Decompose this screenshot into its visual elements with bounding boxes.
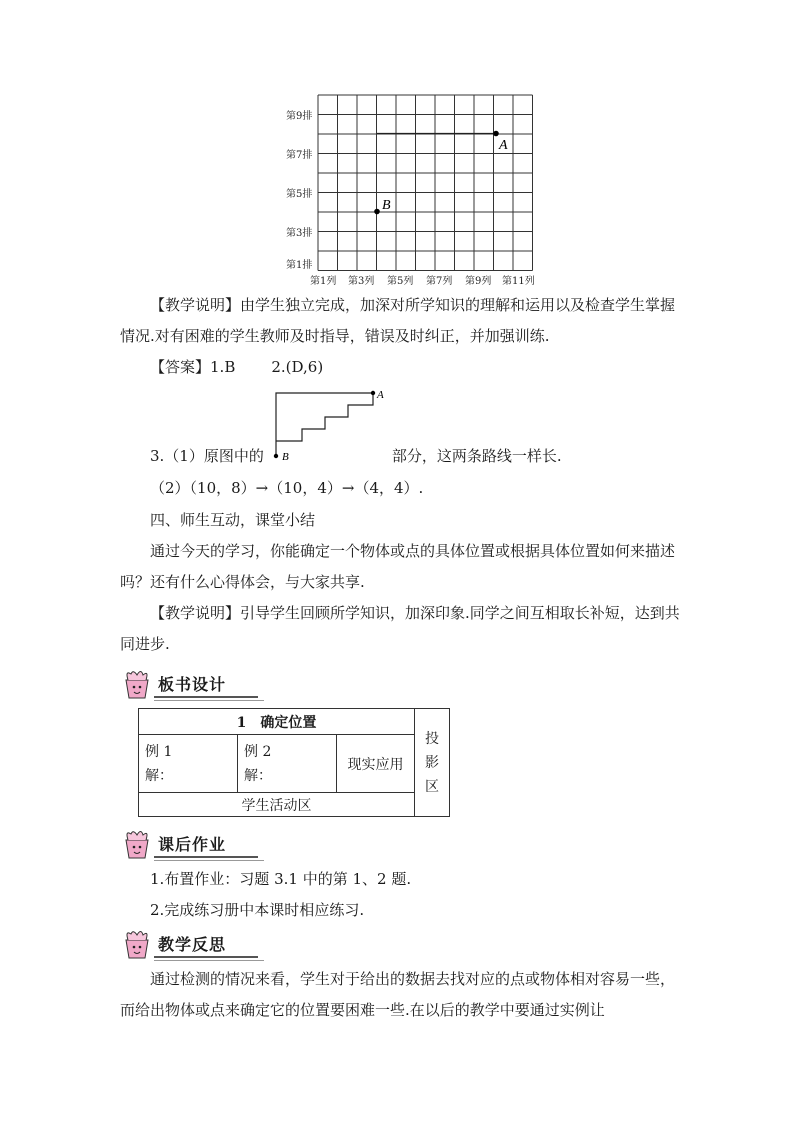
grid-col-label: 第1列 — [310, 276, 337, 287]
grid-row-label: 第5排 — [286, 189, 313, 200]
staircase-point-a — [371, 391, 375, 395]
board-heading — [118, 668, 258, 702]
answer-q3-line — [120, 441, 680, 472]
board-projection: 投影区 — [415, 709, 450, 817]
board-example-1 — [139, 735, 238, 793]
answer-q3-suffix: 部分，这两条路线一样长. — [391, 447, 562, 465]
grid-row-label: 第7排 — [286, 150, 313, 161]
answer-q3-prefix: 3.（1）原图中的 — [150, 447, 264, 465]
homework-heading-text: 课后作业 — [158, 835, 227, 854]
point-a-dot — [493, 131, 499, 137]
board-heading-text: 板书设计 — [158, 675, 227, 694]
grid-svg — [280, 90, 550, 290]
teaching-note-1: 【教学说明】由学生独立完成，加深对所学知识的理解和运用以及检查学生掌握情况.对有困难的学生教师及时指导，错误及时纠正，并加强训练. — [120, 296, 676, 345]
reflection-heading — [118, 928, 258, 962]
reflection-heading-rule — [154, 956, 258, 958]
board-heading-rule — [154, 696, 258, 698]
board-title: 1 确定位置 — [139, 709, 415, 735]
board-example-1-title: 例 1 — [145, 743, 173, 760]
grid-col-label: 第11列 — [502, 276, 535, 287]
reflection-text: 通过检测的情况来看，学生对于给出的数据去找对应的点或物体相对容易一些，而给出物体或点来确定它的位置要困难一些.在以后的教学中要通过实例让 — [120, 970, 676, 1019]
cup-mascot-icon — [118, 928, 156, 962]
cup-mascot-icon — [118, 668, 156, 702]
board-example-2-answer: 解： — [244, 767, 272, 784]
homework-item-1: 1.布置作业：习题 3.1 中的第 1、2 题. — [150, 870, 412, 888]
reflection-heading-rule-2 — [154, 960, 264, 961]
answer-line — [120, 352, 680, 383]
board-example-2 — [238, 735, 337, 793]
grid-col-label: 第5列 — [387, 276, 414, 287]
cup-mascot-icon — [118, 828, 156, 862]
point-a-label: A — [499, 138, 508, 153]
answer-q1: 1.B — [210, 358, 236, 376]
teaching-note-2: 【教学说明】引导学生回顾所学知识，加深印象.同学之间互相取长补短，达到共同进步. — [120, 604, 680, 653]
staircase-label-b: B — [282, 451, 289, 463]
summary-text: 通过今天的学习，你能确定一个物体或点的具体位置或根据具体位置如何来描述吗？还有什么心得体会，与大家共享. — [120, 542, 676, 591]
board-table — [138, 708, 450, 817]
homework-heading-rule — [154, 856, 258, 858]
point-b-dot — [374, 209, 380, 215]
staircase-label-a: A — [377, 389, 384, 401]
section4-title: 四、师生互动，课堂小结 — [150, 511, 316, 529]
grid-row-label: 第1排 — [286, 260, 313, 271]
board-student-area: 学生活动区 — [139, 793, 415, 817]
grid-col-label: 第9列 — [465, 276, 492, 287]
answer-q3-part2: （2）（10，8）→（10，4）→（4，4）. — [150, 479, 424, 497]
board-application: 现实应用 — [337, 735, 415, 793]
board-example-1-answer: 解： — [145, 767, 173, 784]
answer-q2: 2.(D,6) — [271, 358, 324, 376]
board-heading-rule-2 — [154, 700, 264, 701]
homework-heading — [118, 828, 258, 862]
homework-heading-rule-2 — [154, 860, 264, 861]
grid-figure — [280, 90, 550, 290]
point-b-label: B — [382, 198, 391, 213]
grid-row-label: 第3排 — [286, 228, 313, 239]
homework-item-2: 2.完成练习册中本课时相应练习. — [150, 901, 365, 919]
board-example-2-title: 例 2 — [244, 743, 272, 760]
grid-row-label: 第9排 — [286, 111, 313, 122]
grid-col-label: 第3列 — [348, 276, 375, 287]
grid-col-label: 第7列 — [426, 276, 453, 287]
answer-label: 【答案】 — [150, 358, 211, 376]
reflection-heading-text: 教学反思 — [158, 935, 227, 954]
